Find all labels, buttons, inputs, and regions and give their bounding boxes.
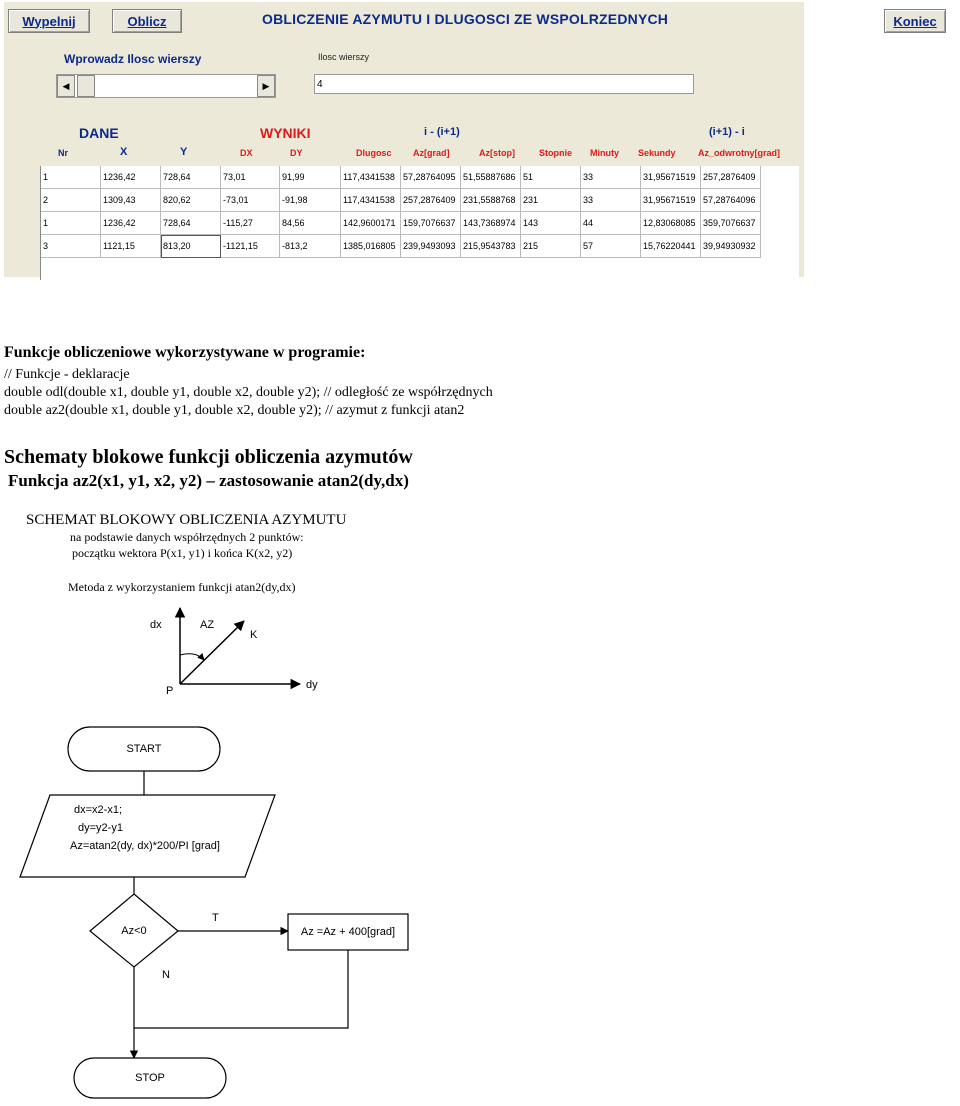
cell[interactable]: -813,2 xyxy=(280,235,341,258)
az-label: AZ xyxy=(200,619,215,631)
section-dane: DANE xyxy=(79,125,119,141)
col-nr: Nr xyxy=(58,148,69,158)
cell[interactable]: 1385,016805 xyxy=(341,235,401,258)
process-label: Az =Az + 400[grad] xyxy=(300,925,396,938)
rows-scrollbar[interactable] xyxy=(56,74,276,98)
p-label: P xyxy=(166,685,174,697)
cell[interactable]: 820,62 xyxy=(161,189,221,212)
cell[interactable]: 239,9493093 xyxy=(401,235,461,258)
axis-dx-label: dx xyxy=(150,619,162,631)
axis-dy-label: dy xyxy=(306,679,318,691)
cell[interactable]: 117,4341538 xyxy=(341,189,401,212)
cell[interactable]: 231 xyxy=(521,189,581,212)
cell[interactable]: 359,7076637 xyxy=(701,212,761,235)
cell[interactable]: -91,98 xyxy=(280,189,341,212)
cell[interactable]: 1 xyxy=(41,166,101,189)
cell[interactable]: 57,28764096 xyxy=(701,189,761,212)
cell[interactable]: 1 xyxy=(41,212,101,235)
cell[interactable]: 1236,42 xyxy=(101,212,161,235)
cell[interactable]: 31,95671519 xyxy=(641,166,701,189)
cell[interactable]: 142,9600171 xyxy=(341,212,401,235)
flow-header-line2: na podstawie danych współrzędnych 2 punktów: xyxy=(70,530,304,544)
io-line-2: dy=y2-y1 xyxy=(78,822,123,834)
cell[interactable]: 215 xyxy=(521,235,581,258)
col-dx: DX xyxy=(240,148,253,158)
cell[interactable]: 1121,15 xyxy=(101,235,161,258)
cell[interactable]: 33 xyxy=(581,166,641,189)
scroll-left-icon[interactable]: ◀ xyxy=(57,75,75,97)
section-forward: i - (i+1) xyxy=(424,126,460,138)
yes-label: T xyxy=(212,912,219,924)
results-grid[interactable] xyxy=(40,166,799,280)
start-label: START xyxy=(126,742,162,755)
cell[interactable]: 31,95671519 xyxy=(641,189,701,212)
no-label: N xyxy=(162,969,170,981)
cell[interactable]: 51,55887686 xyxy=(461,166,521,189)
cell[interactable]: 12,83068085 xyxy=(641,212,701,235)
cell[interactable]: -73,01 xyxy=(221,189,280,212)
col-y: Y xyxy=(180,146,188,158)
app-title: OBLICZENIE AZYMUTU I DLUGOSCI ZE WSPOLRZEDNYCH xyxy=(262,11,669,27)
cell[interactable]: 1309,43 xyxy=(101,189,161,212)
cell[interactable]: 73,01 xyxy=(221,166,280,189)
cell[interactable]: 2 xyxy=(41,189,101,212)
scroll-right-icon[interactable]: ▶ xyxy=(257,75,275,97)
cell[interactable]: -1121,15 xyxy=(221,235,280,258)
end-button[interactable]: Koniec xyxy=(884,9,946,33)
cell[interactable]: -115,27 xyxy=(221,212,280,235)
app-window xyxy=(4,2,937,277)
rows-count-label: Wprowadz Ilosc wierszy xyxy=(64,52,202,66)
io-line-1: dx=x2-x1; xyxy=(74,804,122,816)
cell[interactable]: 231,5588768 xyxy=(461,189,521,212)
merge-line xyxy=(134,950,348,1028)
cell[interactable]: 257,2876409 xyxy=(701,166,761,189)
scroll-thumb[interactable] xyxy=(77,75,95,97)
code-line: double az2(double x1, double y1, double x2, double y2); // azymut z funkcji atan2 xyxy=(4,403,465,418)
flowchart-diagram xyxy=(0,500,480,1106)
cell[interactable]: 117,4341538 xyxy=(341,166,401,189)
section-backward: (i+1) - i xyxy=(709,126,745,138)
azimuth-arc xyxy=(180,654,204,660)
code-line: // Funkcje - deklaracje xyxy=(4,367,130,382)
col-x: X xyxy=(120,146,128,158)
cell[interactable]: 91,99 xyxy=(280,166,341,189)
cell[interactable]: 159,7076637 xyxy=(401,212,461,235)
table-row xyxy=(41,212,761,235)
cell[interactable]: 51 xyxy=(521,166,581,189)
flow-method: Metoda z wykorzystaniem funkcji atan2(dy,dx) xyxy=(68,580,296,594)
cell[interactable]: 728,64 xyxy=(161,212,221,235)
cell[interactable]: 39,94930932 xyxy=(701,235,761,258)
cell[interactable]: 143,7368974 xyxy=(461,212,521,235)
col-az-reverse: Az_odwrotny[grad] xyxy=(698,148,780,158)
col-minutes: Minuty xyxy=(590,148,619,158)
rows-count-small-label: Ilosc wierszy xyxy=(318,52,370,62)
calculate-button[interactable]: Oblicz xyxy=(112,9,182,33)
cell[interactable]: 813,20 xyxy=(161,235,221,258)
col-az-grad: Az[grad] xyxy=(413,148,450,158)
functions-title: Funkcje obliczeniowe wykorzystywane w programie: xyxy=(4,344,366,361)
table-row xyxy=(41,166,761,189)
fill-button[interactable]: Wypelnij xyxy=(8,9,90,33)
rows-count-input[interactable]: 4 xyxy=(314,74,694,94)
k-label: K xyxy=(250,629,258,641)
cell[interactable]: 15,76220441 xyxy=(641,235,701,258)
schematics-title: Schematy blokowe funkcji obliczenia azymutów xyxy=(4,446,413,468)
stop-label: STOP xyxy=(135,1071,165,1084)
cell[interactable]: 257,2876409 xyxy=(401,189,461,212)
cell[interactable]: 44 xyxy=(581,212,641,235)
cell[interactable]: 84,56 xyxy=(280,212,341,235)
section-wyniki: WYNIKI xyxy=(260,125,311,141)
col-az-stop: Az[stop] xyxy=(479,148,515,158)
flow-header-line3: początku wektora P(x1, y1) i końca K(x2, y2) xyxy=(72,546,293,560)
cell[interactable]: 143 xyxy=(521,212,581,235)
col-length: Dlugosc xyxy=(356,148,392,158)
col-dy: DY xyxy=(290,148,303,158)
cell[interactable]: 57 xyxy=(581,235,641,258)
cell[interactable]: 33 xyxy=(581,189,641,212)
table-row xyxy=(41,189,761,212)
cell[interactable]: 57,28764095 xyxy=(401,166,461,189)
cell[interactable]: 728,64 xyxy=(161,166,221,189)
io-line-3: Az=atan2(dy, dx)*200/PI [grad] xyxy=(70,840,220,852)
code-line: double odl(double x1, double y1, double x2, double y2); // odległość ze współrzędnych xyxy=(4,385,493,400)
col-seconds: Sekundy xyxy=(638,148,676,158)
decision-label: Az<0 xyxy=(121,924,147,937)
io-block xyxy=(20,795,275,877)
flow-header: SCHEMAT BLOKOWY OBLICZENIA AZYMUTU xyxy=(26,512,347,528)
schematics-subtitle: Funkcja az2(x1, y1, x2, y2) – zastosowanie atan2(dy,dx) xyxy=(8,471,409,490)
cell[interactable]: 3 xyxy=(41,235,101,258)
table-row xyxy=(41,235,761,258)
cell[interactable]: 215,9543783 xyxy=(461,235,521,258)
col-degrees: Stopnie xyxy=(539,148,572,158)
cell[interactable]: 1236,42 xyxy=(101,166,161,189)
